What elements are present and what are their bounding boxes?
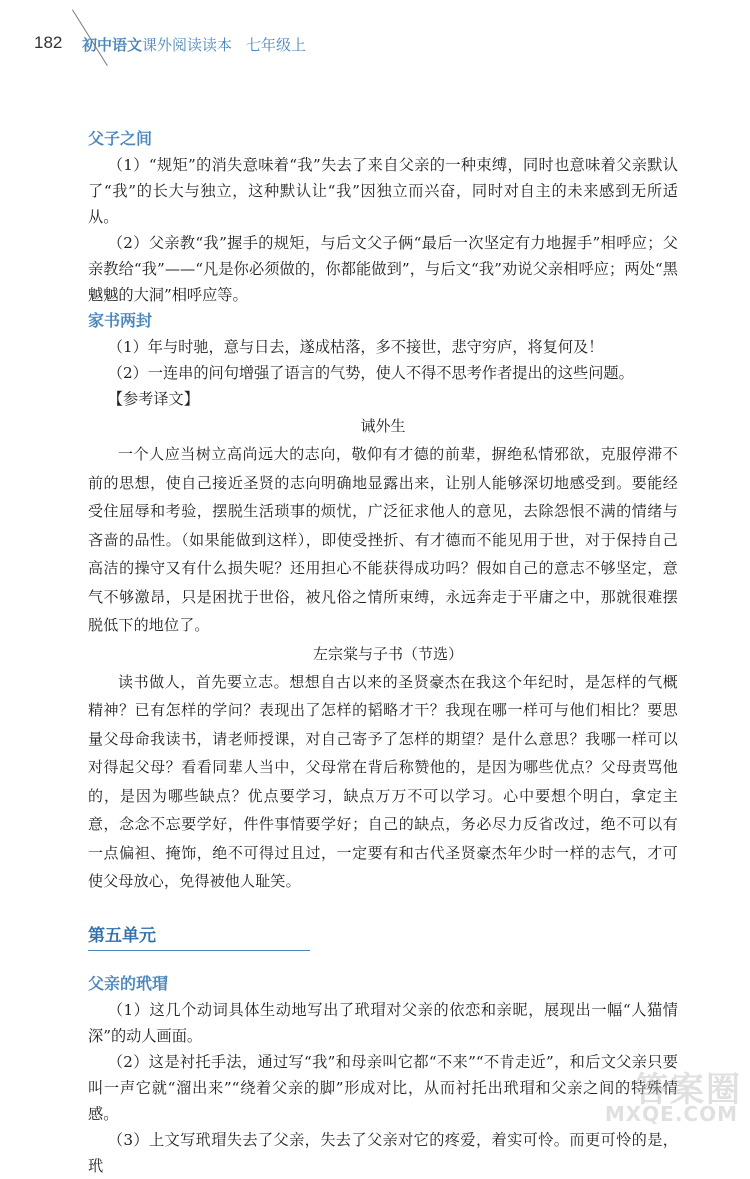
answer-paragraph: （3）上文写玳瑁失去了父亲，失去了父亲对它的疼爱，着实可怜。而更可怜的是，玳	[88, 1130, 678, 1175]
section-title: 父子之间	[88, 129, 153, 148]
unit-title: 第五单元	[88, 925, 156, 946]
answer-paragraph: （2）一连串的问句增强了语言的气势，使人不得不思考作者提出的这些问题。	[107, 364, 634, 382]
translation-title: 左宗棠与子书（节选）	[312, 644, 463, 663]
section-jiashu	[88, 308, 678, 896]
answer-paragraph: （1）“规矩”的消失意味着“我”失去了来自父亲的一种束缚，同时也意味着父亲默认了“我”的长大与独立，这种默认让“我”因独立而兴奋，同时对自主的未来感到无所适从。	[88, 156, 678, 226]
answer-paragraph: （1）这几个动词具体生动地写出了玳瑁对父亲的依恋和亲昵，展现出一幅“人猫情深”的动人画面。	[88, 1000, 678, 1045]
page-body	[88, 126, 678, 1179]
translation-text: 一个人应当树立高尚远大的志向，敬仰有才德的前辈，摒绝私情邪欲，克服停滞不前的思想，使自己接近圣贤的志向明确地显露出来，让别人能够深切地感受到。要能经受住屈辱和考验，摆脱生活琐事的烦忧，广泛征求他人的意见，去除怨恨不满的情绪与吝啬的品性。（如果能做到这样），即使受挫折、有才德而不能见用于世，对于保持自己高洁的操守又有什么损失呢？还用担心不能获得成功吗？假如自己的意志不够坚定，意气不够激昂，只是困扰于世俗，被凡俗之情所束缚，永远奔走于平庸之中，那就很难摆脱低下的地位了。	[88, 445, 678, 634]
book-title	[82, 34, 306, 55]
section-daimao	[88, 971, 678, 1179]
section-title: 父亲的玳瑁	[88, 973, 169, 993]
book-title-series: 课外阅读读本	[142, 36, 233, 54]
book-grade: 七年级上	[246, 36, 307, 54]
watermark-url-text: MXQE.COM	[604, 1102, 738, 1126]
answer-paragraph: （2）父亲教“我”握手的规矩，与后文父子俩“最后一次坚定有力地握手”相呼应；父亲教给“我”——“凡是你必须做的，你都能做到”，与后文“我”劝说父亲相呼应；两处“黑魆魆的大洞”相呼应等。	[88, 234, 678, 304]
translation-title: 诫外生	[360, 417, 406, 435]
section-fuzi	[88, 126, 678, 308]
translation-text: 读书做人，首先要立志。想想自古以来的圣贤豪杰在我这个年纪时，是怎样的气概精神？已有怎样的学问？表现出了怎样的韬略才干？我现在哪一样可与他们相比？要思量父母命我读书，请老师授课，对自己寄予了怎样的期望？是什么意思？我哪一样可以对得起父母？看看同辈人当中，父母常在背后称赞他的，是因为哪些优点？父母责骂他的，是因为哪些缺点？优点要学习，缺点万万不可以学习。心中要想个明白，拿定主意，念念不忘要学好，件件事情要学好；自己的缺点，务必尽力反省改过，绝不可以有一点偏袒、掩饰，绝不可得过且过，一定要有和古代圣贤豪杰年少时一样的志气，才可使父母放心，免得被他人耻笑。	[88, 672, 678, 890]
site-watermark	[592, 1062, 742, 1126]
section-title: 家书两封	[88, 311, 153, 330]
answer-paragraph: （2）这是衬托手法，通过写“我”和母亲叫它都“不来”“不肯走近”，和后文父亲只要叫一声它就“溜出来”“绕着父亲的脚”形成对比，从而衬托出玳瑁和父亲之间的特殊情感。	[88, 1052, 678, 1123]
page-number: 182	[34, 33, 63, 52]
reference-translation-label: 【参考译文】	[107, 390, 199, 408]
book-title-subject: 初中语文	[82, 36, 143, 54]
watermark-logo-text: 答案圈	[634, 1070, 742, 1110]
unit-heading	[88, 922, 310, 951]
page-header	[0, 0, 750, 80]
answer-paragraph: （1）年与时驰，意与日去，遂成枯落，多不接世，悲守穷庐，将复何及！	[107, 338, 604, 356]
